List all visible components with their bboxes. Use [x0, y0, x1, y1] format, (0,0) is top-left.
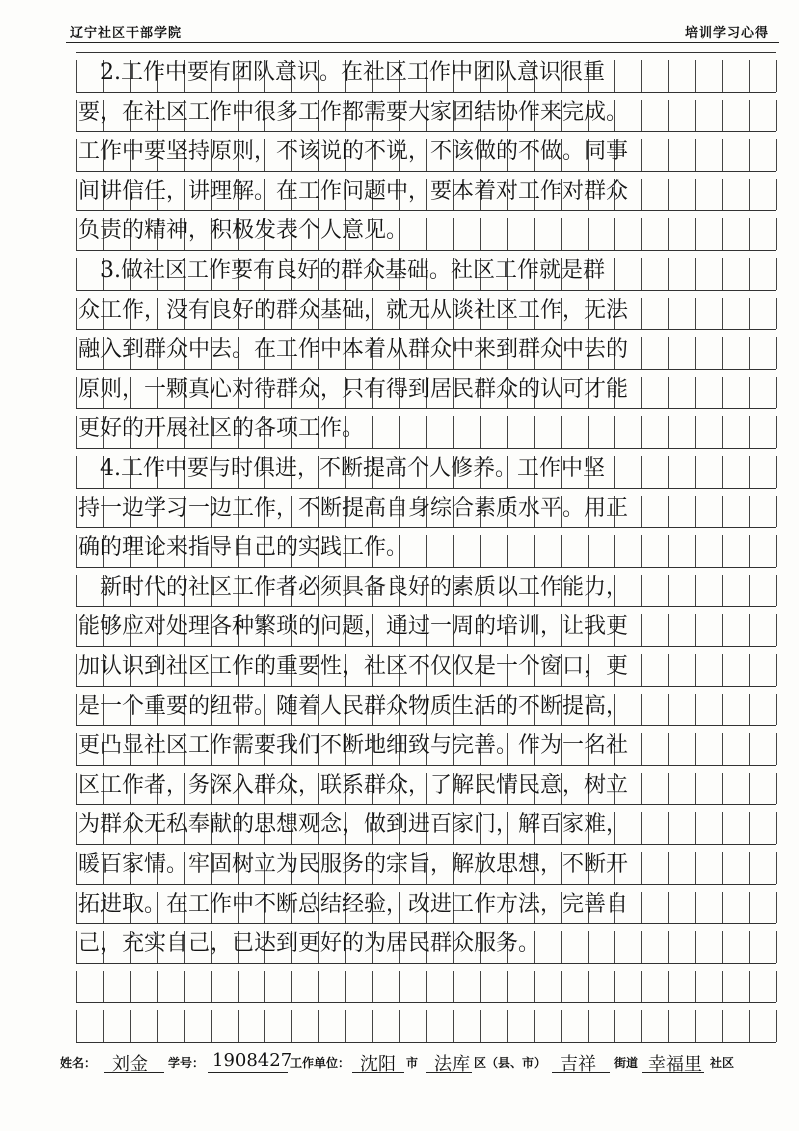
- city-suffix: 市: [406, 1056, 419, 1070]
- grid-cell-divider: [776, 614, 777, 646]
- city-underline: [352, 1072, 404, 1073]
- handwritten-line: 加认识到社区工作的重要性，社区不仅仅是一个窗口，更: [78, 654, 629, 679]
- handwritten-line: 负责的精神，积极发表个人意见。: [78, 218, 409, 244]
- grid-cell-divider: [76, 60, 77, 92]
- grid-row-rule: [76, 250, 776, 251]
- grid-row-rule: [76, 765, 776, 766]
- footer-info: [60, 1050, 790, 1076]
- grid-cell-divider: [776, 60, 777, 92]
- grid-row-rule: [76, 1002, 776, 1003]
- handwritten-line: 拓进取。在工作中不断总结经验，改进工作方法，完善自: [78, 891, 629, 917]
- grid-cell-divider: [776, 535, 777, 567]
- grid-row-rule: [76, 171, 776, 172]
- grid-cell-divider: [76, 892, 77, 924]
- grid-row-rule: [76, 844, 776, 845]
- street-value: 吉祥: [560, 1054, 596, 1075]
- grid-cell-divider: [776, 733, 777, 765]
- grid-cell-divider: [776, 971, 777, 1003]
- grid-cell-divider: [776, 139, 777, 171]
- grid-cell-divider: [76, 773, 77, 805]
- header-left-title: 辽宁社区干部学院: [70, 26, 183, 41]
- name-value: 刘金: [112, 1054, 148, 1075]
- grid-cell-divider: [776, 100, 777, 132]
- grid-cell-divider: [776, 1010, 777, 1042]
- grid-row-rule: [76, 963, 776, 964]
- header-right-title: 培训学习心得: [684, 26, 769, 41]
- handwritten-line: 间讲信任，讲理解。在工作问题中，要本着对工作对群众: [78, 178, 629, 204]
- handwritten-line: 新时代的社区工作者必须具备良好的素质以工作能力，: [78, 574, 629, 600]
- grid-cell-divider: [776, 416, 777, 448]
- handwritten-line: [78, 969, 774, 999]
- grid-cell-divider: [76, 496, 77, 528]
- grid-cell-divider: [776, 337, 777, 369]
- handwritten-line: 更好的开展社区的各项工作。: [78, 416, 365, 442]
- handwritten-line: 原则，一颗真心对待群众，只有得到居民群众的认可才能: [78, 376, 629, 402]
- grid-cell-divider: [76, 575, 77, 607]
- community-suffix: 社区: [710, 1056, 735, 1070]
- handwritten-line: 暖百家情。牢固树立为民服务的宗旨，解放思想，不断开: [78, 852, 629, 877]
- grid-cell-divider: [776, 654, 777, 686]
- grid-cell-divider: [776, 852, 777, 884]
- handwritten-line: 更凸显社区工作需要我们不断地细致与完善。作为一名社: [78, 733, 629, 759]
- grid-cell-divider: [776, 931, 777, 963]
- grid-cell-divider: [776, 377, 777, 409]
- handwritten-line: 工作中要坚持原则，不该说的不说，不该做的不做。同事: [78, 139, 629, 165]
- grid-cell-divider: [76, 614, 77, 646]
- grid-cell-divider: [776, 298, 777, 330]
- grid-cell-divider: [776, 496, 777, 528]
- grid-row-rule: [76, 92, 776, 93]
- community-underline: [642, 1072, 704, 1073]
- grid-row-rule: [76, 448, 776, 449]
- grid-row-rule: [76, 488, 776, 489]
- grid-cell-divider: [76, 258, 77, 290]
- grid-row-rule: [76, 1042, 776, 1043]
- grid-row-rule: [76, 369, 776, 370]
- grid-row-rule: [76, 52, 776, 53]
- street-suffix: 街道: [614, 1056, 639, 1070]
- name-label: 姓名：: [60, 1056, 97, 1070]
- grid-cell-divider: [776, 892, 777, 924]
- grid-cell-divider: [76, 416, 77, 448]
- grid-row-rule: [76, 606, 776, 607]
- grid-cell-divider: [776, 218, 777, 250]
- handwritten-line: 融入到群众中去。在工作中本着从群众中来到群众中去的: [78, 337, 629, 363]
- grid-row-rule: [76, 290, 776, 291]
- grid-cell-divider: [76, 298, 77, 330]
- id-value: 1908427: [212, 1050, 293, 1071]
- grid-cell-divider: [76, 456, 77, 488]
- handwritten-line: 2.工作中要有团队意识。在社区工作中团队意识很重: [78, 60, 605, 85]
- handwritten-line: 持一边学习一边工作，不断提高自身综合素质水平。用正: [78, 495, 629, 521]
- city-value: 沈阳: [360, 1054, 396, 1075]
- grid-cell-divider: [776, 773, 777, 805]
- grid-cell-divider: [776, 812, 777, 844]
- district-value: 法库: [434, 1054, 470, 1075]
- grid-cell-divider: [76, 218, 77, 250]
- grid-row-rule: [76, 804, 776, 805]
- grid-cell-divider: [76, 100, 77, 132]
- grid-cell-divider: [776, 258, 777, 290]
- grid-cell-divider: [76, 654, 77, 686]
- grid-row-rule: [76, 527, 776, 528]
- grid-cell-divider: [76, 139, 77, 171]
- name-underline: [104, 1072, 164, 1073]
- unit-label: 工作单位：: [290, 1056, 351, 1070]
- grid-cell-divider: [76, 971, 77, 1003]
- handwritten-line: 众工作，没有良好的群众基础，就无从谈社区工作，无法: [78, 297, 629, 323]
- handwritten-line: 4.工作中要与时俱进，不断提高个人修养。工作中坚: [78, 456, 605, 481]
- handwritten-line: 能够应对处理各种繁琐的问题，通过一周的培训，让我更: [78, 614, 629, 640]
- grid-row-rule: [76, 646, 776, 647]
- id-underline: [208, 1072, 288, 1073]
- handwritten-line: 3.做社区工作要有良好的群众基础。社区工作就是群: [78, 258, 605, 283]
- handwritten-line: 要，在社区工作中很多工作都需要大家团结协作来完成。: [78, 99, 629, 125]
- handwritten-line: 区工作者，务深入群众，联系群众，了解民情民意，树立: [78, 772, 629, 798]
- grid-row-rule: [76, 329, 776, 330]
- handwriting-grid-sheet: [76, 52, 776, 1042]
- grid-row-rule: [76, 884, 776, 885]
- grid-cell-divider: [76, 1010, 77, 1042]
- handwritten-line: 确的理论来指导自己的实践工作。: [78, 535, 409, 561]
- grid-cell-divider: [76, 694, 77, 726]
- grid-cell-divider: [76, 852, 77, 884]
- handwritten-line: 为群众无私奉献的思想观念，做到进百家门，解百家难，: [78, 812, 629, 838]
- street-underline: [552, 1072, 610, 1073]
- district-underline: [426, 1072, 472, 1073]
- grid-row-rule: [76, 686, 776, 687]
- handwritten-line: 己，充实自己，已达到更好的为居民群众服务。: [78, 931, 541, 957]
- grid-cell-divider: [776, 179, 777, 211]
- handwritten-line: [78, 1008, 774, 1038]
- grid-row-rule: [76, 567, 776, 568]
- grid-cell-divider: [76, 535, 77, 567]
- handwritten-line: 是一个重要的纽带。随着人民群众物质生活的不断提高，: [78, 693, 629, 719]
- grid-row-rule: [76, 131, 776, 132]
- grid-cell-divider: [76, 337, 77, 369]
- grid-cell-divider: [76, 179, 77, 211]
- grid-cell-divider: [776, 694, 777, 726]
- grid-cell-divider: [76, 931, 77, 963]
- grid-cell-divider: [776, 575, 777, 607]
- grid-cell-divider: [76, 733, 77, 765]
- district-suffix: 区（县、市）: [474, 1056, 547, 1070]
- grid-row-rule: [76, 725, 776, 726]
- grid-cell-divider: [76, 812, 77, 844]
- grid-cell-divider: [776, 456, 777, 488]
- grid-row-rule: [76, 210, 776, 211]
- id-label: 学号：: [168, 1056, 205, 1070]
- grid-row-rule: [76, 923, 776, 924]
- community-value: 幸福里: [648, 1054, 702, 1075]
- header-rule: [66, 42, 779, 43]
- grid-cell-divider: [76, 377, 77, 409]
- grid-row-rule: [76, 408, 776, 409]
